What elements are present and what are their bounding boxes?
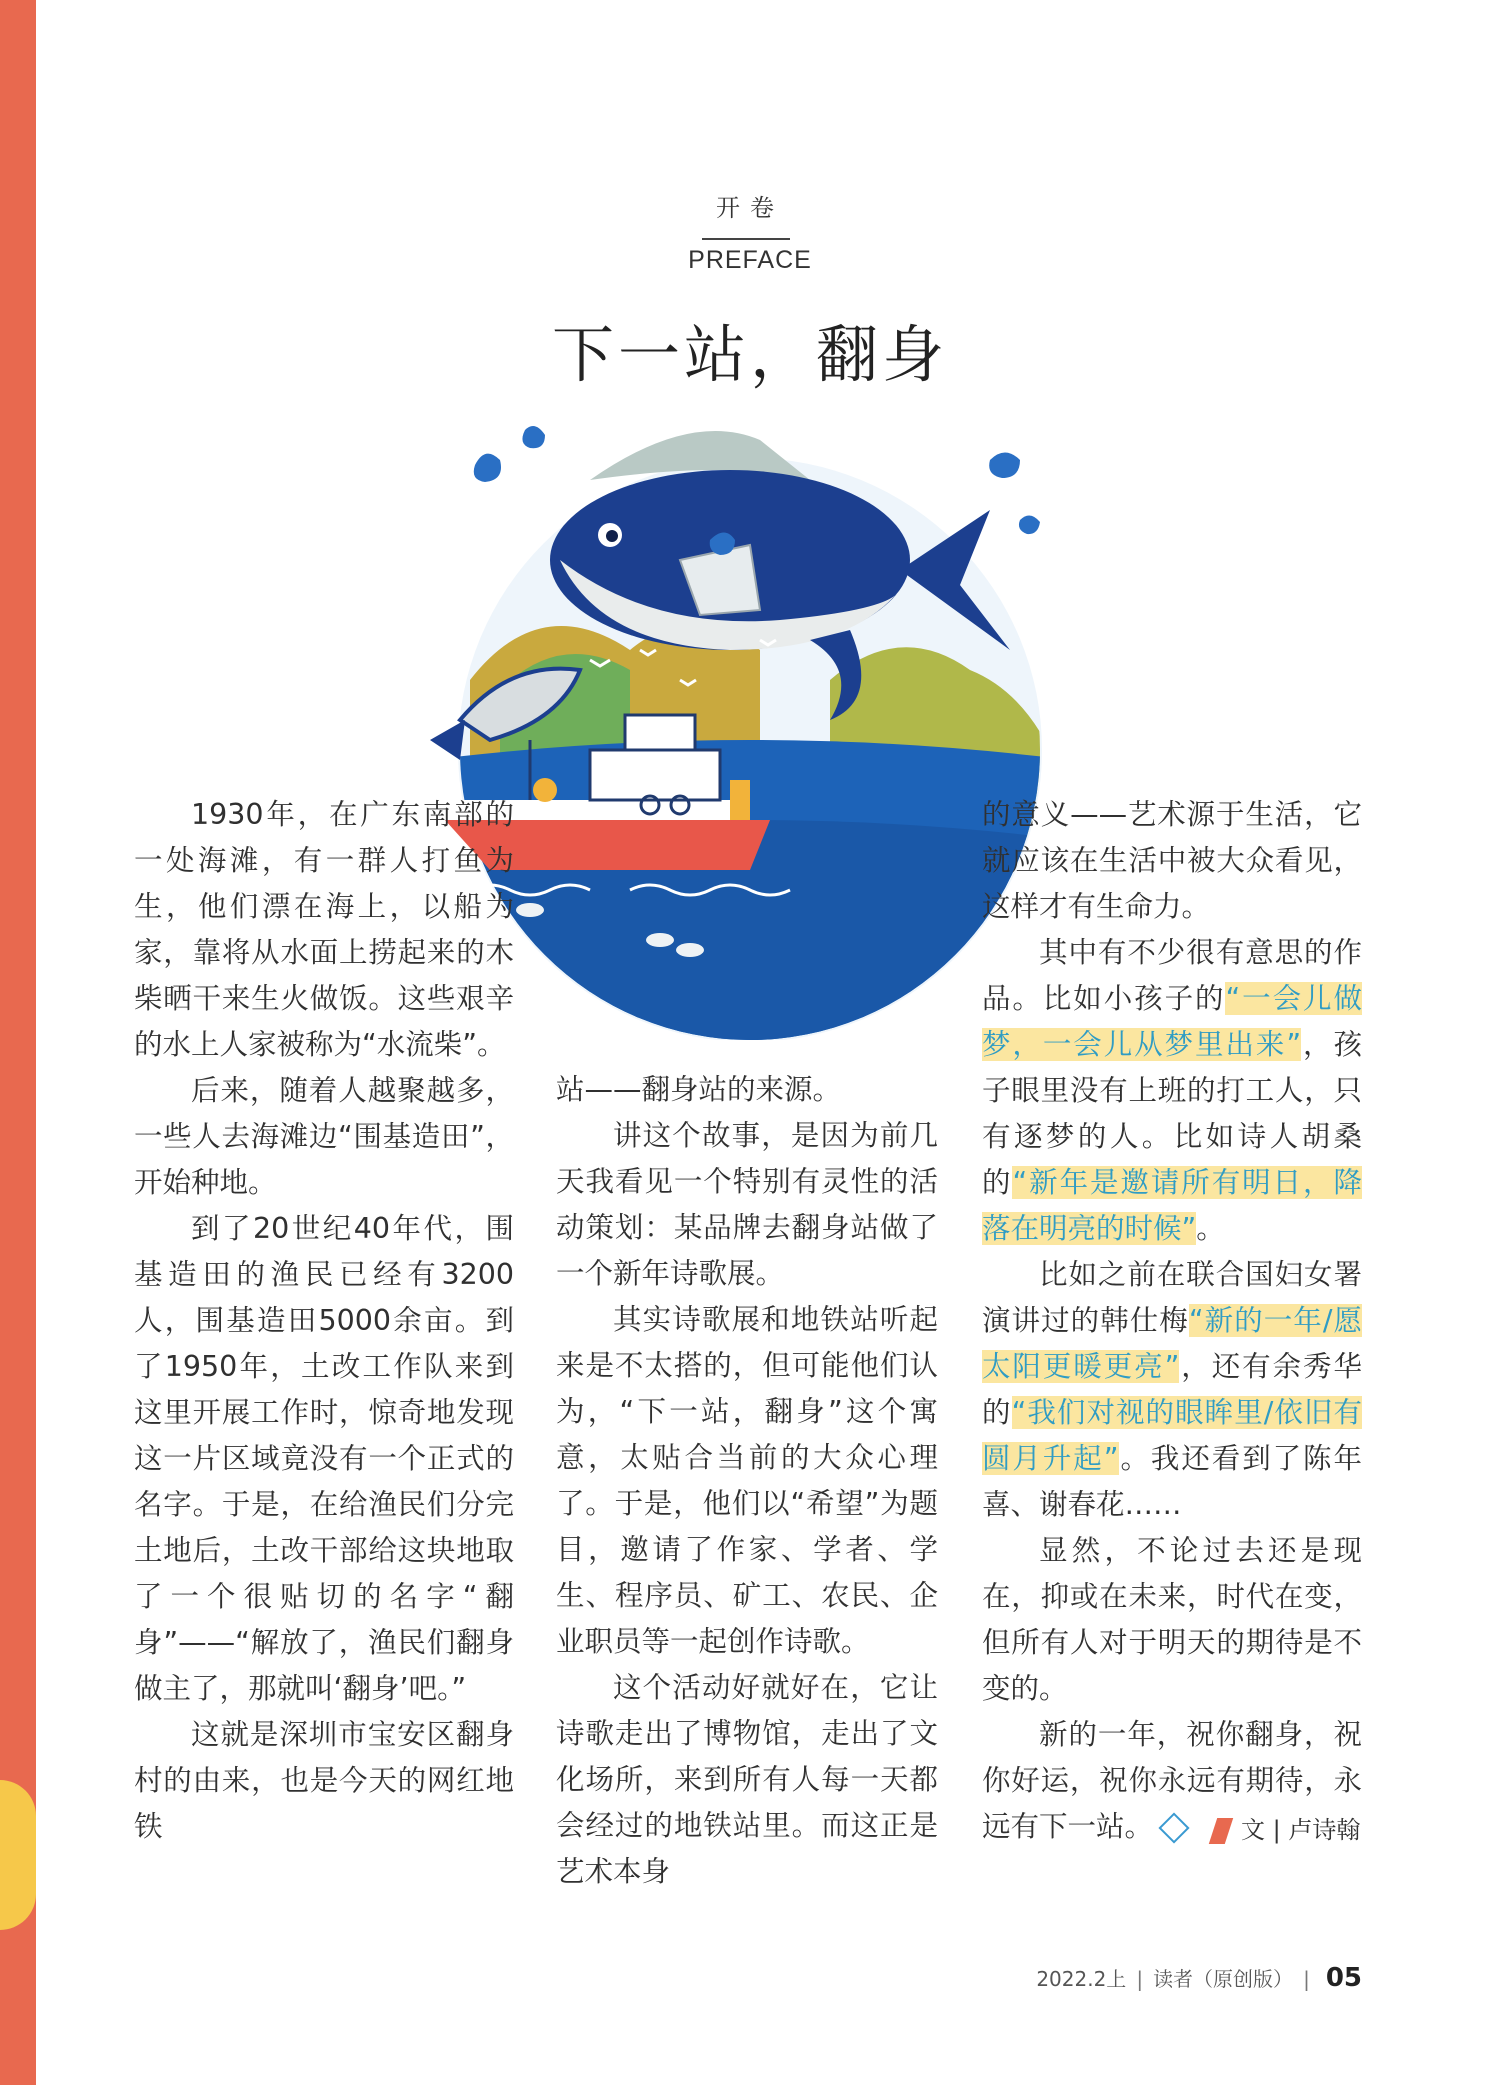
- small-fish-tail: [430, 720, 465, 760]
- water-drop: [989, 453, 1020, 479]
- small-fish-swimming: [646, 933, 674, 947]
- byline: [1213, 1810, 1360, 1845]
- footer-separator: |: [1303, 1967, 1310, 1991]
- page-number: 05: [1325, 1963, 1362, 1993]
- section-label-cn: 开卷: [716, 194, 784, 222]
- paragraph: [982, 930, 1362, 1252]
- text: 。我还看到了陈年喜、谢春花……: [982, 1442, 1362, 1521]
- paragraph: 1930年，在广东南部的一处海滩，有一群人打鱼为生，他们漂在海上，以船为家，靠将从水面上捞起来的木柴晒干来生火做饭。这些艰辛的水上人家被称为“水流柴”。: [134, 798, 514, 1061]
- fisherman: [533, 778, 557, 802]
- paragraph: 其实诗歌展和地铁站听起来是不太搭的，但可能他们认为，“下一站，翻身”这个寓意，太贴合当前的大众心理了。于是，他们以“希望”为题目，邀请了作家、学者、学生、程序员、矿工、农民、企业职员等一起创作诗歌。: [556, 1303, 938, 1658]
- water-drop: [522, 426, 545, 448]
- paragraph: 讲这个故事，是因为前几天我看见一个特别有灵性的活动策划：某品牌去翻身站做了一个新年诗歌展。: [556, 1119, 938, 1290]
- boat-cabin: [590, 750, 720, 800]
- boat-wheelhouse: [625, 715, 695, 750]
- article-title: 下一站，翻身: [551, 318, 948, 391]
- big-fish-pupil: [606, 530, 618, 542]
- article-column-2: [556, 1067, 938, 1895]
- paragraph: 站——翻身站的来源。: [556, 1073, 842, 1106]
- issue-label: 2022.2上: [1036, 1967, 1127, 1991]
- article-column-3: [982, 792, 1362, 1850]
- text: ，孩子眼里没有上班的打工人，只有逐梦的人。比如诗人胡桑的: [982, 1028, 1362, 1199]
- water-drop: [474, 454, 501, 482]
- text: 新的一年，祝你翻身，祝你好运，祝你永远有期待，永远有下一站。: [982, 1718, 1362, 1843]
- paragraph: 的意义——艺术源于生活，它就应该在生活中被大众看见，这样才有生命力。: [982, 798, 1362, 923]
- end-mark-icon: [1158, 1812, 1189, 1843]
- paragraph: 这就是深圳市宝安区翻身村的由来，也是今天的网红地铁: [134, 1718, 514, 1843]
- small-fish-swimming: [516, 903, 544, 917]
- fish-and-boat-illustration: [430, 420, 1070, 1040]
- highlighted-quote: “一会儿做梦，一会儿从梦里出来”: [982, 982, 1362, 1061]
- paragraph: 后来，随着人越聚越多，一些人去海滩边“围基造田”，开始种地。: [134, 1074, 514, 1199]
- text: 。: [1196, 1212, 1225, 1245]
- section-divider: [702, 238, 790, 240]
- highlighted-quote: “新年是邀请所有明日，降落在明亮的时候”: [982, 1166, 1362, 1245]
- magazine-name: 读者（原创版）: [1153, 1967, 1294, 1991]
- small-fish-swimming: [676, 943, 704, 957]
- text: 比如之前在联合国妇女署演讲过的韩仕梅: [982, 1258, 1362, 1337]
- byline-mark-icon: [1209, 1818, 1233, 1844]
- boat-buoy: [730, 780, 750, 820]
- highlighted-quote: “新的一年/愿太阳更暖更亮”: [982, 1304, 1362, 1383]
- paragraph: 显然，不论过去还是现在，抑或在未来，时代在变，但所有人对于明天的期待是不变的。: [982, 1534, 1362, 1705]
- left-strip-sun-decoration: [0, 1780, 36, 1930]
- text: ，还有余秀华的: [982, 1350, 1362, 1429]
- text: 其中有不少很有意思的作品。比如小孩子的: [982, 936, 1362, 1015]
- article-column-1: [134, 792, 514, 1850]
- paragraph: 这个活动好就好在，它让诗歌走出了博物馆，走出了文化场所，来到所有人每一天都会经过的地铁站里。而这正是艺术本身: [556, 1671, 938, 1888]
- paragraph: [982, 1252, 1362, 1528]
- footer-separator: |: [1136, 1967, 1144, 1991]
- section-label-en: PREFACE: [688, 246, 812, 274]
- water-drop: [1019, 515, 1040, 534]
- highlighted-quote: “我们对视的眼眸里/依旧有圆月升起”: [982, 1396, 1362, 1475]
- byline-text: 文 | 卢诗翰: [1241, 1816, 1361, 1844]
- page-footer: [1036, 1963, 1362, 1993]
- paragraph: 到了20世纪40年代，围基造田的渔民已经有3200人，围基造田5000余亩。到了1950年，土改工作队来到这里开展工作时，惊奇地发现这一片区域竟没有一个正式的名字。于是，在给渔民们分完土地后，土改干部给这块地取了一个很贴切的名字“翻身”——“解放了，渔民们翻身做主了，那就叫‘翻身’吧。”: [134, 1212, 514, 1705]
